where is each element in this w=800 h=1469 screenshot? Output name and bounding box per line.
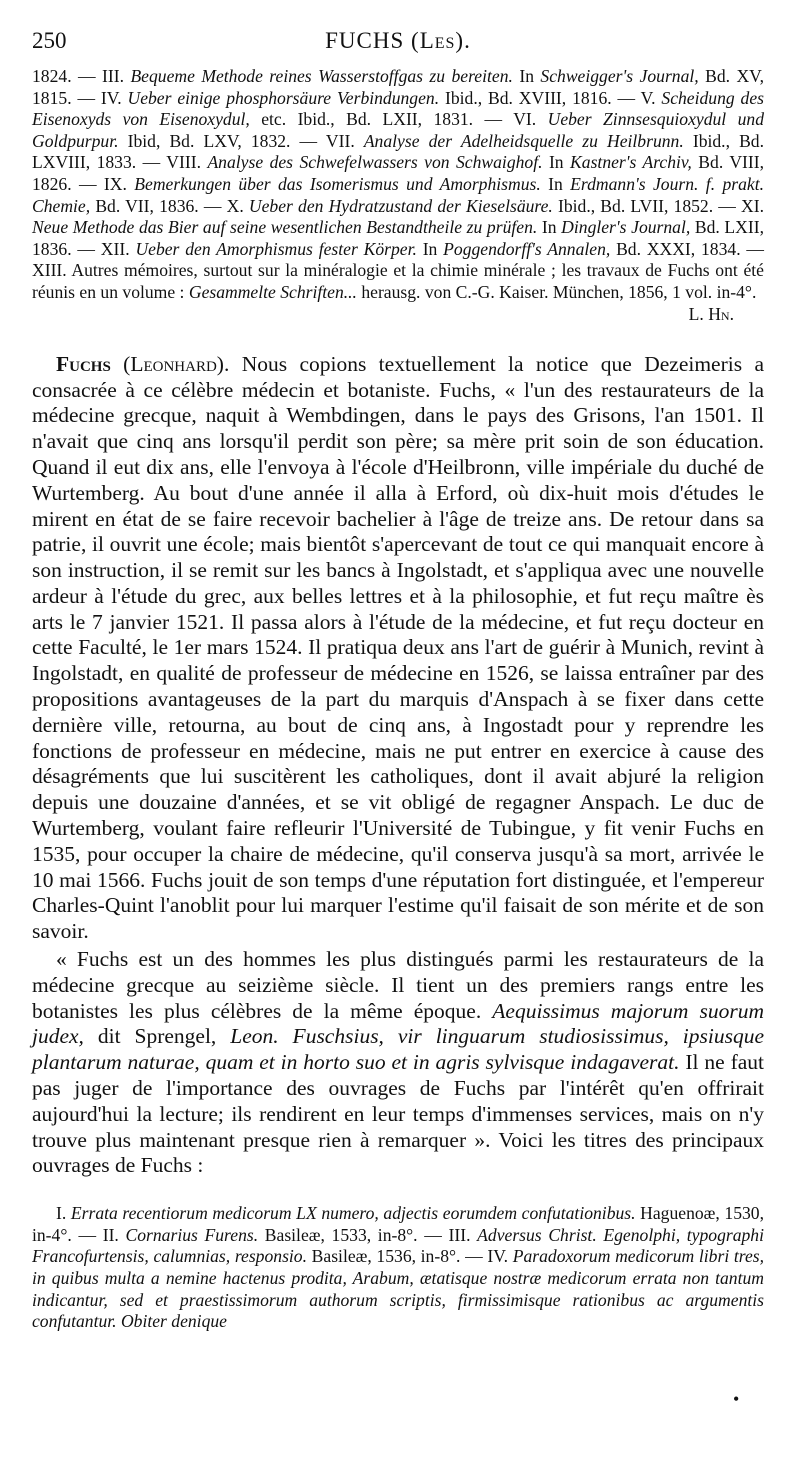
stray-mark: • (733, 1389, 740, 1409)
text-segment: Bd. VIII, 1826. — IX. (32, 152, 765, 194)
running-header (32, 28, 764, 62)
text-segment: I. (56, 1203, 71, 1224)
entry-paragraph-1: Nous copions textuellement la notice que Dezeimeris a consacrée à ce célèbre médecin et botaniste. Fuchs, « l'un des restaurateurs de la médecine grecque, naquit à Wembdingen, dans le pays des Grisons, l'an 1501. Il n'avait que cinq ans lorsqu'il perdit son père; sa mère prit soin de son éducation. Quand il eut dix ans, elle l'envoya à l'école d'Heilbronn, ville impériale du duché de Wurtemberg. Au bout d'une année il alla à Erford, où dix-huit mois d'études le mirent en état de se faire recevoir bachelier à l'âge de treize ans. De retour dans sa patrie, il ouvrit une école; mais bientôt s'apercevant de tout ce qui manquait encore à son instruction, il se remit sur les bancs à Ingolstadt, et s'appliqua avec une nouvelle ardeur à l'étude du grec, aux belles lettres et à la philosophie, et fut reçu maître ès arts le 7 janvier 1521. Il passa alors à l'étude de la médecine, et fut reçu docteur en cette Faculté, le 1er mars 1524. Il pratiqua deux ans l'art de guérir à Munich, revint à Ingolstadt, en qualité de professeur de médecine en 1526, se laissa entraîner par des propositions avantageuses de la part du marquis d'Anspach à se fixer dans cette dernière ville, retourna, au bout de cinq ans, à Ingostadt pour y reprendre les fonctions de professeur en médecine, mais ne put entrer en exercice à cause des désagréments que lui suscitèrent les catholiques, dont il avait abjuré la religion depuis une douzaine d'années, et se vit obligé de regagner Anspach. Le duc de Wurtemberg, voulant faire refleurir l'Université de Tubingue, y fit venir Fuchs en 1535, pour occuper la chaire de médecine, qu'il conserva jusqu'à sa mort, arrivée le 10 mai 1566. Fuchs jouit de son temps d'une réputation fort distinguée, et l'empereur Charles-Quint l'anoblit pour lui marquer l'estime qu'il faisait de son mérite et de son savoir. (32, 351, 764, 944)
italic-text-segment: Ueber Zinnsesquioxydul und Goldpurpur. (32, 109, 764, 151)
italic-text-segment: Ueber den Amorphismus fester Körper. (135, 238, 417, 259)
italic-text-segment: Analyse der Adelheidsquelle zu Heilbrunn. (363, 130, 684, 151)
text-segment: Basileæ, 1533, in-8°. — III. (258, 1224, 478, 1245)
italic-text-segment: Errata recentiorum medicorum LX numero, adjectis eorumdem confutationibus. (70, 1203, 636, 1224)
text-segment: Ibid., Bd. LXVIII, 1833. — VIII. (32, 130, 764, 173)
running-title-main: FUCHS (325, 28, 405, 53)
text-segment: In (416, 238, 444, 259)
previous-entry-bibliography (32, 66, 764, 304)
text-segment: In (537, 217, 562, 238)
italic-text-segment: Erdmann's Journ. f. prakt. Chemie, (32, 173, 765, 216)
italic-text-segment: Dingler's Journal, (561, 217, 691, 238)
italic-text-segment: Schweigger's Journal, (540, 66, 699, 86)
italic-text-segment: Aequissimus majorum suorum judex, (32, 998, 765, 1049)
italic-text-segment: Ueber einige phosphorsäure Verbindungen. (127, 87, 440, 108)
italic-text-segment: Kastner's Archiv, (570, 152, 692, 173)
entry-paragraph-2 (32, 947, 764, 1179)
italic-text-segment: Analyse des Schwefelwassers von Schwaighof. (207, 152, 543, 173)
text-segment: Basileæ, 1536, in-8°. — IV. (307, 1246, 513, 1267)
text-segment: Ibid, Bd. LXV, 1832. — VII. (118, 130, 364, 151)
italic-text-segment: Paradoxorum medicorum libri tres, in quibus multa a nemine hactenus prodita, Arabum, ætatisque nostræ medicorum errata non tantum indicantur, sed et praestissimorum authorum scriptis, firmissimisque rationibus ac argumentis confutantur. Obiter denique (32, 1246, 765, 1332)
author-signature: L. Hn. (688, 304, 734, 325)
text-segment: In (542, 152, 571, 173)
text-segment: In (512, 66, 541, 86)
text-segment: Ibid., Bd. XVIII, 1816. — V. (439, 87, 662, 108)
italic-text-segment: Neue Methode das Bier auf seine wesentlichen Bestandtheile zu prüfen. (32, 217, 538, 238)
italic-text-segment: Ueber den Hydratzustand der Kieselsäure. (248, 195, 553, 216)
text-segment: Ibid., Bd. LVII, 1852. — XI. (552, 195, 764, 216)
italic-text-segment: Bequeme Methode reines Wasserstoffgas zu bereiten. (130, 66, 513, 86)
text-segment: « Fuchs est un des hommes les plus distingués parmi les restaurateurs de la médecine grecque au seizième siècle. Il tient un des premiers rangs entre les botanistes les plus célèbres de la même époque. (32, 947, 764, 1023)
italic-text-segment: Adversus Christ. Egenolphi, typographi Francofurtensis, calumnias, responsio. (32, 1224, 764, 1267)
text-segment: Bd. XV, 1815. — IV. (32, 66, 764, 108)
running-title-paren: (Les). (411, 28, 471, 53)
entry-forename: (Leonhard). (123, 351, 230, 376)
text-segment: Bd. VII, 1836. — X. (90, 195, 249, 216)
running-title (92, 28, 764, 54)
italic-text-segment: Bemerkungen über das Isomerismus und Amorphismus. (134, 173, 541, 194)
text-segment: Il ne faut pas juger de l'importance des ouvrages de Fuchs par l'intérêt qu'en offrirait aujourd'hui la lecture; ils rendirent en leur temps d'immenses services, mais on n'y trouve plus maintenant presque rien à remarquer ». Voici les titres des principaux ouvrages de Fuchs : (32, 1050, 764, 1178)
text-segment: etc. Ibid., Bd. LXII, 1831. — VI. (249, 109, 548, 130)
text-segment: Haguenoæ, 1530, in-4°. — II. (32, 1203, 764, 1245)
page-number: 250 (32, 28, 67, 53)
text-segment: herausg. von C.-G. Kaiser. München, 1856, 1 vol. in-4°. (356, 281, 757, 302)
entry-fuchs-leonhard (32, 352, 764, 945)
text-segment: In (540, 173, 571, 194)
italic-text-segment: Scheidung des Eisenoxyds von Eisenoxydul, (32, 87, 765, 130)
italic-text-segment: Cornarius Furens. (125, 1224, 259, 1245)
text-segment: Bd. LXII, 1836. — XII. (32, 217, 765, 259)
italic-text-segment: Gesammelte Schriften... (188, 281, 357, 302)
italic-text-segment: Leon. Fuschsius, vir linguarum studiosissimus, ipsiusque plantarum naturae, quam et in horto suo et in agris sylvisque indagaverat. (32, 1024, 765, 1075)
entry-headword: Fuchs (56, 351, 111, 376)
works-list (32, 1203, 764, 1333)
text-segment: 1824. — III. (32, 66, 131, 86)
italic-text-segment: Poggendorff's Annalen, (443, 238, 611, 259)
text-segment: Bd. XXXI, 1834. — XIII. Autres mémoires, surtout sur la minéralogie et la chimie minérale ; les travaux de Fuchs ont été réunis en un volume : (32, 238, 764, 302)
text-segment: dit Sprengel, (83, 1024, 231, 1049)
